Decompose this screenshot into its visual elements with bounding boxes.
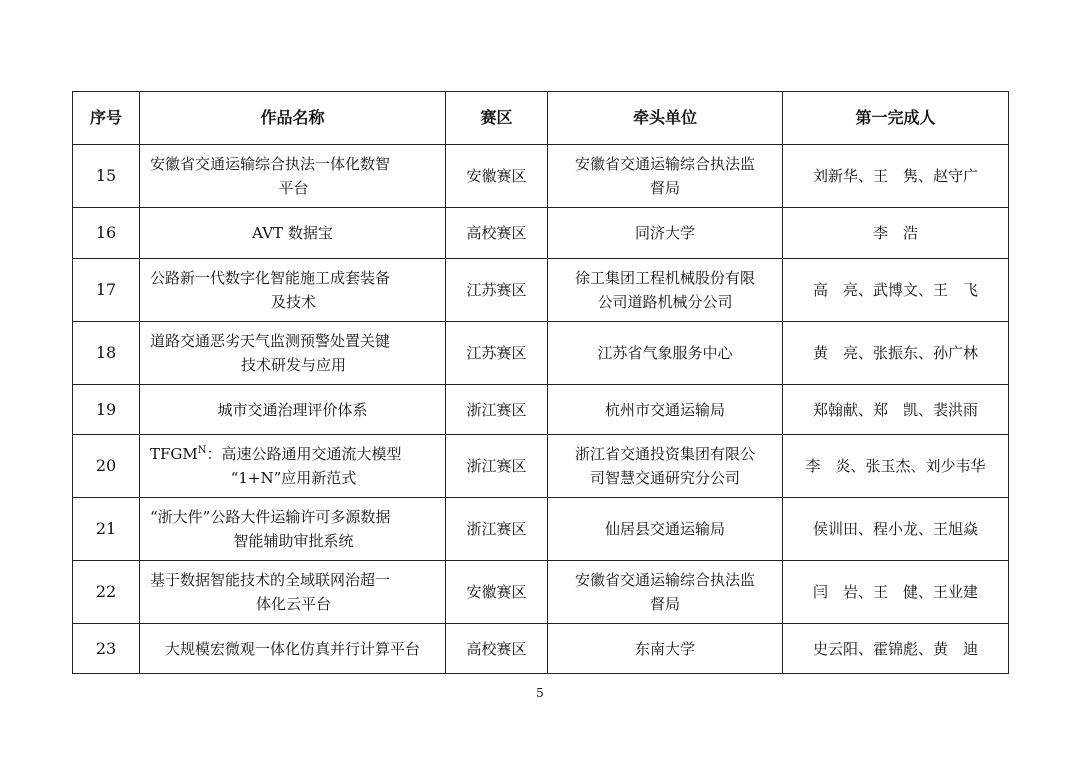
lead-unit-line2: 督局 — [649, 595, 680, 613]
row-seq: 15 — [73, 145, 140, 208]
row-work-name — [140, 259, 446, 322]
row-work-name — [140, 435, 446, 498]
header-region: 赛区 — [446, 92, 548, 145]
row-first-person: 侯训田、程小龙、王旭焱 — [783, 498, 1009, 561]
row-work-name: 大规模宏微观一体化仿真并行计算平台 — [140, 624, 446, 674]
row-work-name — [140, 498, 446, 561]
work-name-line2: “1+N”应用新范式 — [230, 469, 357, 487]
row-seq: 19 — [73, 385, 140, 435]
work-name-line1: 基于数据智能技术的全域联网治超一 — [150, 571, 391, 589]
work-name-line2: 技术研发与应用 — [240, 356, 346, 374]
row-seq: 22 — [73, 561, 140, 624]
lead-unit-line1: 徐工集团工程机械股份有限 — [574, 269, 755, 287]
row-region: 浙江赛区 — [446, 435, 548, 498]
table-row — [73, 385, 1009, 435]
row-work-name — [140, 145, 446, 208]
table-header-row — [73, 92, 1009, 145]
work-name-line2: 体化云平台 — [255, 595, 331, 613]
row-first-person: 郑翰献、郑 凯、裴洪雨 — [783, 385, 1009, 435]
row-first-person: 黄 亮、张振东、孙广林 — [783, 322, 1009, 385]
work-name-superscript: N — [197, 445, 207, 456]
header-first-person: 第一完成人 — [783, 92, 1009, 145]
row-seq: 20 — [73, 435, 140, 498]
row-lead-unit — [548, 259, 783, 322]
row-work-name: AVT 数据宝 — [140, 208, 446, 259]
row-seq: 18 — [73, 322, 140, 385]
awards-table — [72, 91, 1009, 674]
row-lead-unit — [548, 145, 783, 208]
table-row — [73, 435, 1009, 498]
header-lead-unit: 牵头单位 — [548, 92, 783, 145]
row-work-name — [140, 322, 446, 385]
lead-unit-line1: 安徽省交通运输综合执法监 — [574, 155, 755, 173]
lead-unit-line2: 司智慧交通研究分公司 — [589, 469, 740, 487]
table-row — [73, 624, 1009, 674]
row-region: 浙江赛区 — [446, 385, 548, 435]
work-name-line1: 安徽省交通运输综合执法一体化数智 — [150, 155, 391, 173]
row-work-name — [140, 561, 446, 624]
row-first-person: 李 浩 — [783, 208, 1009, 259]
row-first-person: 李 炎、张玉杰、刘少韦华 — [783, 435, 1009, 498]
row-lead-unit — [548, 435, 783, 498]
header-work-name: 作品名称 — [140, 92, 446, 145]
row-region: 江苏赛区 — [446, 322, 548, 385]
header-seq: 序号 — [73, 92, 140, 145]
table-row — [73, 498, 1009, 561]
row-lead-unit: 杭州市交通运输局 — [548, 385, 783, 435]
row-seq: 16 — [73, 208, 140, 259]
row-seq: 21 — [73, 498, 140, 561]
row-first-person: 高 亮、武博文、王 飞 — [783, 259, 1009, 322]
table-row — [73, 208, 1009, 259]
work-name-line1 — [150, 442, 437, 466]
row-lead-unit: 江苏省气象服务中心 — [548, 322, 783, 385]
row-lead-unit: 同济大学 — [548, 208, 783, 259]
work-name-line1: “浙大件”公路大件运输许可多源数据 — [150, 508, 391, 526]
row-region: 安徽赛区 — [446, 561, 548, 624]
row-work-name: 城市交通治理评价体系 — [140, 385, 446, 435]
table-row — [73, 561, 1009, 624]
row-region: 高校赛区 — [446, 208, 548, 259]
work-name-line1: 公路新一代数字化智能施工成套装备 — [150, 269, 391, 287]
row-lead-unit — [548, 561, 783, 624]
work-name-line1: 道路交通恶劣天气监测预警处置关键 — [150, 332, 391, 350]
table-row — [73, 145, 1009, 208]
work-name-suffix: ：高速公路通用交通流大模型 — [206, 445, 402, 463]
row-seq: 17 — [73, 259, 140, 322]
row-region: 高校赛区 — [446, 624, 548, 674]
page-number: 5 — [536, 686, 544, 700]
row-region: 安徽赛区 — [446, 145, 548, 208]
row-lead-unit: 仙居县交通运输局 — [548, 498, 783, 561]
row-region: 浙江赛区 — [446, 498, 548, 561]
work-name-prefix: TFGM — [150, 445, 198, 463]
lead-unit-line1: 安徽省交通运输综合执法监 — [574, 571, 755, 589]
row-lead-unit: 东南大学 — [548, 624, 783, 674]
work-name-line2: 及技术 — [270, 293, 316, 311]
row-seq: 23 — [73, 624, 140, 674]
table-row — [73, 322, 1009, 385]
lead-unit-line2: 督局 — [649, 179, 680, 197]
lead-unit-line1: 浙江省交通投资集团有限公 — [574, 445, 755, 463]
row-first-person: 史云阳、霍锦彪、黄 迪 — [783, 624, 1009, 674]
row-first-person: 闫 岩、王 健、王业建 — [783, 561, 1009, 624]
row-region: 江苏赛区 — [446, 259, 548, 322]
work-name-line2: 平台 — [278, 179, 309, 197]
work-name-line2: 智能辅助审批系统 — [233, 532, 354, 550]
row-first-person: 刘新华、王 隽、赵守广 — [783, 145, 1009, 208]
table-row — [73, 259, 1009, 322]
lead-unit-line2: 公司道路机械分公司 — [597, 293, 733, 311]
